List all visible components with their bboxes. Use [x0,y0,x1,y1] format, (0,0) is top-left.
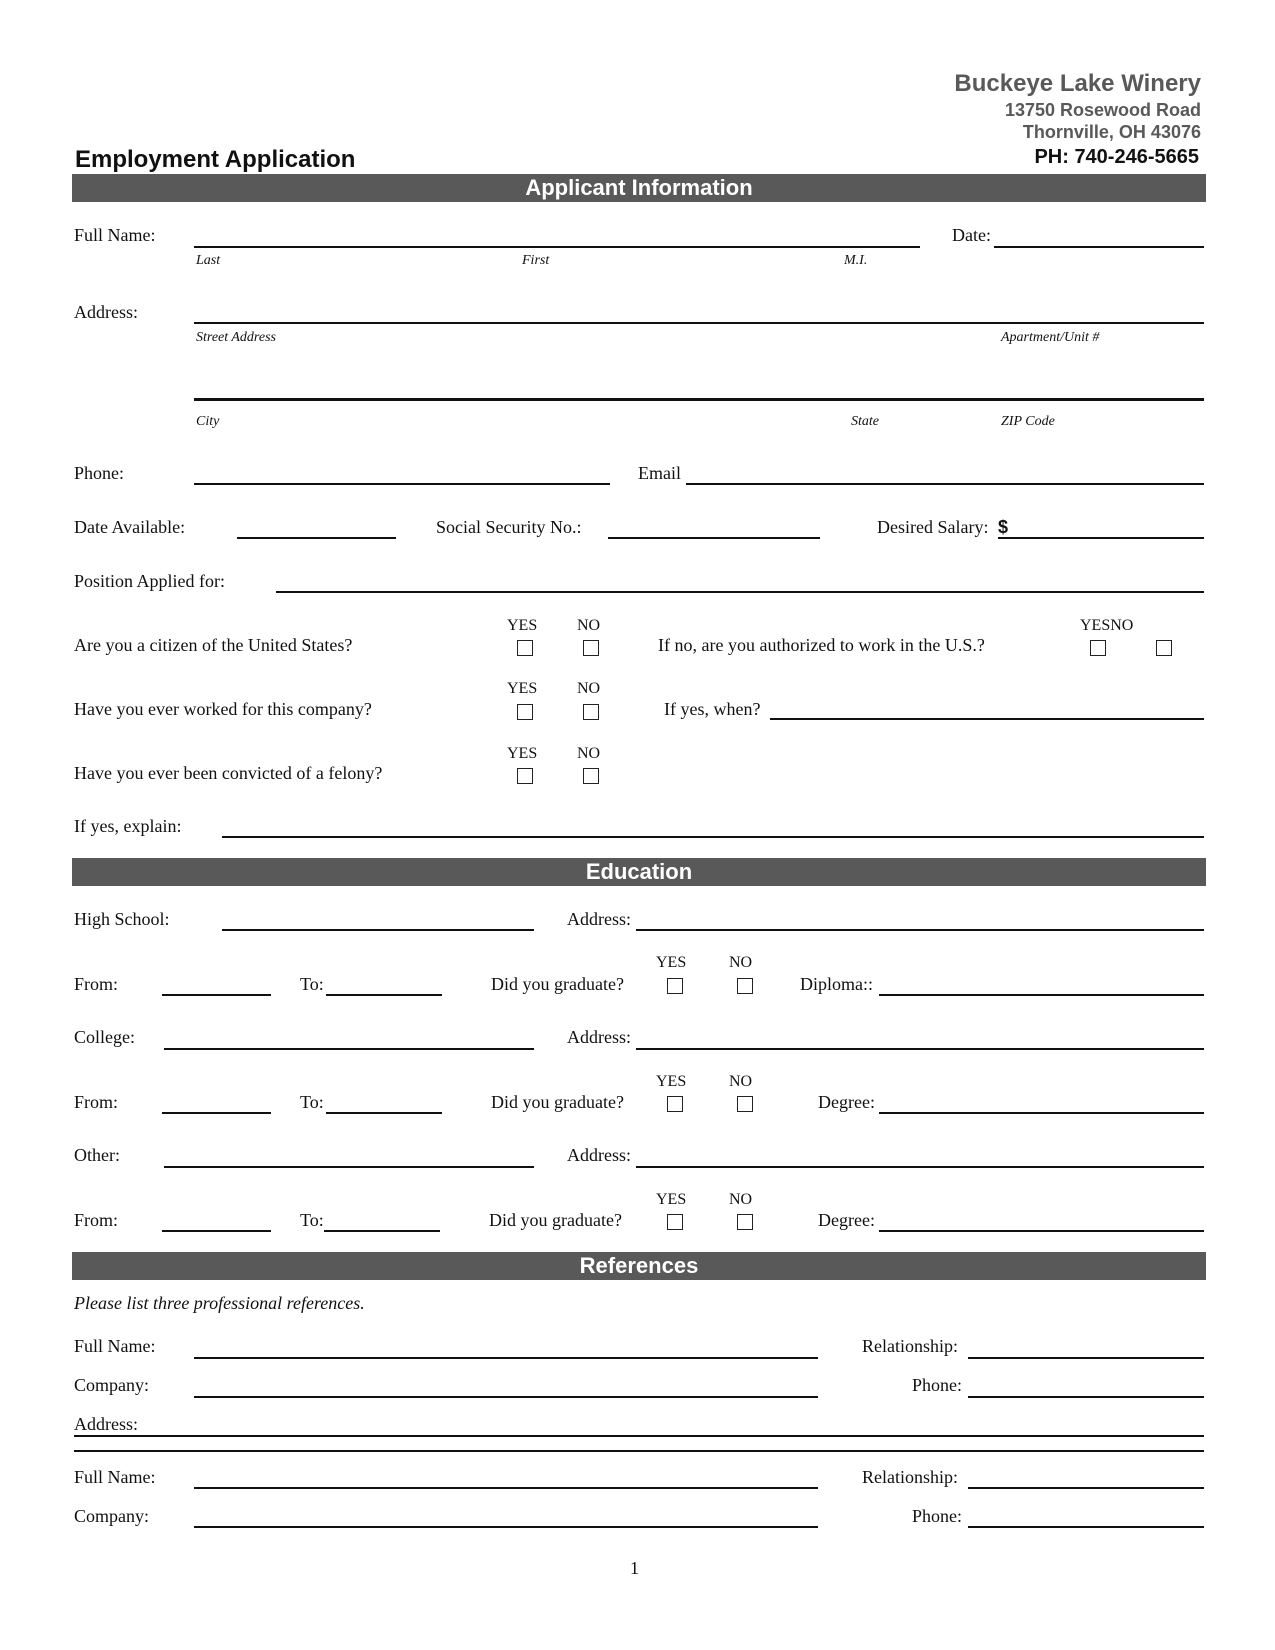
reference-1-company-label: Company: [74,1375,149,1395]
full-name-field[interactable] [194,246,920,248]
college-no-label: NO [729,1073,753,1090]
company-name: Buckeye Lake Winery [954,70,1201,97]
reference-divider [74,1450,1204,1452]
desired-salary-field[interactable] [998,537,1204,539]
college-from-label: From: [74,1092,119,1112]
page-number: 1 [630,1558,639,1578]
reference-1-address-label: Address: [74,1414,138,1434]
state-hint: State [851,414,879,429]
explain-field[interactable] [222,836,1204,838]
page-title: Employment Application [75,146,356,173]
felony-no-checkbox[interactable] [583,768,599,784]
section-header-references: References [72,1252,1206,1280]
email-label: Email [638,463,681,483]
other-graduate-question: Did you graduate? [489,1210,622,1230]
diploma-field[interactable] [879,994,1204,996]
other-degree-label: Degree: [818,1210,875,1230]
felony-no-label: NO [577,745,601,762]
position-field[interactable] [276,591,1204,593]
address-label: Address: [74,302,138,322]
high-school-from-label: From: [74,974,119,994]
college-no-checkbox[interactable] [737,1096,753,1112]
date-label: Date: [952,225,991,245]
college-yes-checkbox[interactable] [667,1096,683,1112]
citizen-no-label: NO [577,617,601,634]
zip-code-hint: ZIP Code [1001,414,1055,429]
felony-question: Have you ever been convicted of a felony? [74,763,383,783]
reference-1-address-field[interactable] [74,1435,1204,1437]
college-address-label: Address: [567,1027,631,1047]
last-name-hint: Last [196,253,221,268]
position-label: Position Applied for: [74,571,226,591]
other-to-label: To: [300,1210,324,1230]
other-degree-field[interactable] [879,1230,1204,1232]
high-school-yes-label: YES [656,954,687,971]
college-graduate-question: Did you graduate? [491,1092,624,1112]
full-name-label: Full Name: [74,225,156,245]
college-label: College: [74,1027,135,1047]
section-header-education: Education [72,858,1206,886]
worked-no-checkbox[interactable] [583,704,599,720]
reference-1-relationship-label: Relationship: [862,1336,958,1356]
college-from-field[interactable] [162,1112,271,1114]
diploma-label: Diploma:: [800,974,873,994]
reference-2-relationship-label: Relationship: [862,1467,958,1487]
college-address-field[interactable] [636,1048,1204,1050]
other-yes-label: YES [656,1191,687,1208]
ssn-label: Social Security No.: [436,517,582,537]
other-from-label: From: [74,1210,119,1230]
company-phone: PH: 740-246-5665 [1034,146,1199,168]
worked-yes-checkbox[interactable] [517,704,533,720]
phone-label: Phone: [74,463,125,483]
college-to-field[interactable] [326,1112,442,1114]
reference-2-company-label: Company: [74,1506,149,1526]
section-header-applicant: Applicant Information [72,174,1206,202]
worked-no-label: NO [577,680,601,697]
reference-2-phone-label: Phone: [912,1506,963,1526]
city-state-zip-field[interactable] [194,398,1204,401]
reference-2-name-field[interactable] [194,1487,818,1489]
reference-1-phone-field[interactable] [968,1396,1204,1398]
reference-2-company-field[interactable] [194,1526,818,1528]
other-school-label: Other: [74,1145,120,1165]
reference-1-name-field[interactable] [194,1357,818,1359]
salary-dollar-sign: $ [998,517,1009,537]
college-degree-label: Degree: [818,1092,875,1112]
company-city-state-zip: Thornville, OH 43076 [1022,122,1201,142]
citizen-no-checkbox[interactable] [583,640,599,656]
high-school-address-field[interactable] [636,929,1204,931]
college-to-label: To: [300,1092,324,1112]
date-available-label: Date Available: [74,517,186,537]
if-yes-when-label: If yes, when? [664,699,761,719]
high-school-no-label: NO [729,954,753,971]
worked-yes-label: YES [507,680,538,697]
desired-salary-label: Desired Salary: [877,517,989,537]
reference-1-name-label: Full Name: [74,1336,156,1356]
citizen-question: Are you a citizen of the United States? [74,635,353,655]
felony-yes-label: YES [507,745,538,762]
worked-before-question: Have you ever worked for this company? [74,699,372,719]
street-address-hint: Street Address [196,330,276,345]
other-no-label: NO [729,1191,753,1208]
citizen-yes-checkbox[interactable] [517,640,533,656]
other-no-checkbox[interactable] [737,1214,753,1230]
reference-2-name-label: Full Name: [74,1467,156,1487]
authorized-question: If no, are you authorized to work in the U.S.? [658,635,985,655]
street-address-field[interactable] [194,322,1204,324]
authorized-yes-checkbox[interactable] [1090,640,1106,656]
high-school-to-field[interactable] [326,994,442,996]
reference-2-phone-field[interactable] [968,1526,1204,1528]
other-school-field[interactable] [164,1166,534,1168]
explain-label: If yes, explain: [74,816,182,836]
high-school-from-field[interactable] [162,994,271,996]
college-yes-label: YES [656,1073,687,1090]
references-instruction: Please list three professional references. [74,1293,365,1313]
reference-1-phone-label: Phone: [912,1375,963,1395]
if-yes-when-field[interactable] [770,718,1204,720]
middle-initial-hint: M.I. [844,253,868,268]
email-field[interactable] [686,483,1204,485]
reference-2-relationship-field[interactable] [968,1487,1204,1489]
high-school-to-label: To: [300,974,324,994]
authorized-yesno-label: YESNO [1080,617,1134,634]
other-from-field[interactable] [162,1230,271,1232]
high-school-no-checkbox[interactable] [737,978,753,994]
other-address-field[interactable] [636,1166,1204,1168]
first-name-hint: First [522,253,550,268]
college-field[interactable] [164,1048,534,1050]
other-to-field[interactable] [324,1230,440,1232]
ssn-field[interactable] [608,537,820,539]
phone-field[interactable] [194,483,610,485]
high-school-yes-checkbox[interactable] [667,978,683,994]
felony-yes-checkbox[interactable] [517,768,533,784]
high-school-label: High School: [74,909,170,929]
high-school-field[interactable] [222,929,534,931]
high-school-address-label: Address: [567,909,631,929]
apartment-unit-hint: Apartment/Unit # [1001,330,1100,345]
other-address-label: Address: [567,1145,631,1165]
city-hint: City [196,414,220,429]
reference-1-company-field[interactable] [194,1396,818,1398]
high-school-graduate-question: Did you graduate? [491,974,624,994]
authorized-no-checkbox[interactable] [1156,640,1172,656]
college-degree-field[interactable] [879,1112,1204,1114]
company-street: 13750 Rosewood Road [1004,100,1201,120]
citizen-yes-label: YES [507,617,538,634]
date-available-field[interactable] [237,537,396,539]
date-field[interactable] [994,246,1204,248]
other-yes-checkbox[interactable] [667,1214,683,1230]
reference-1-relationship-field[interactable] [968,1357,1204,1359]
